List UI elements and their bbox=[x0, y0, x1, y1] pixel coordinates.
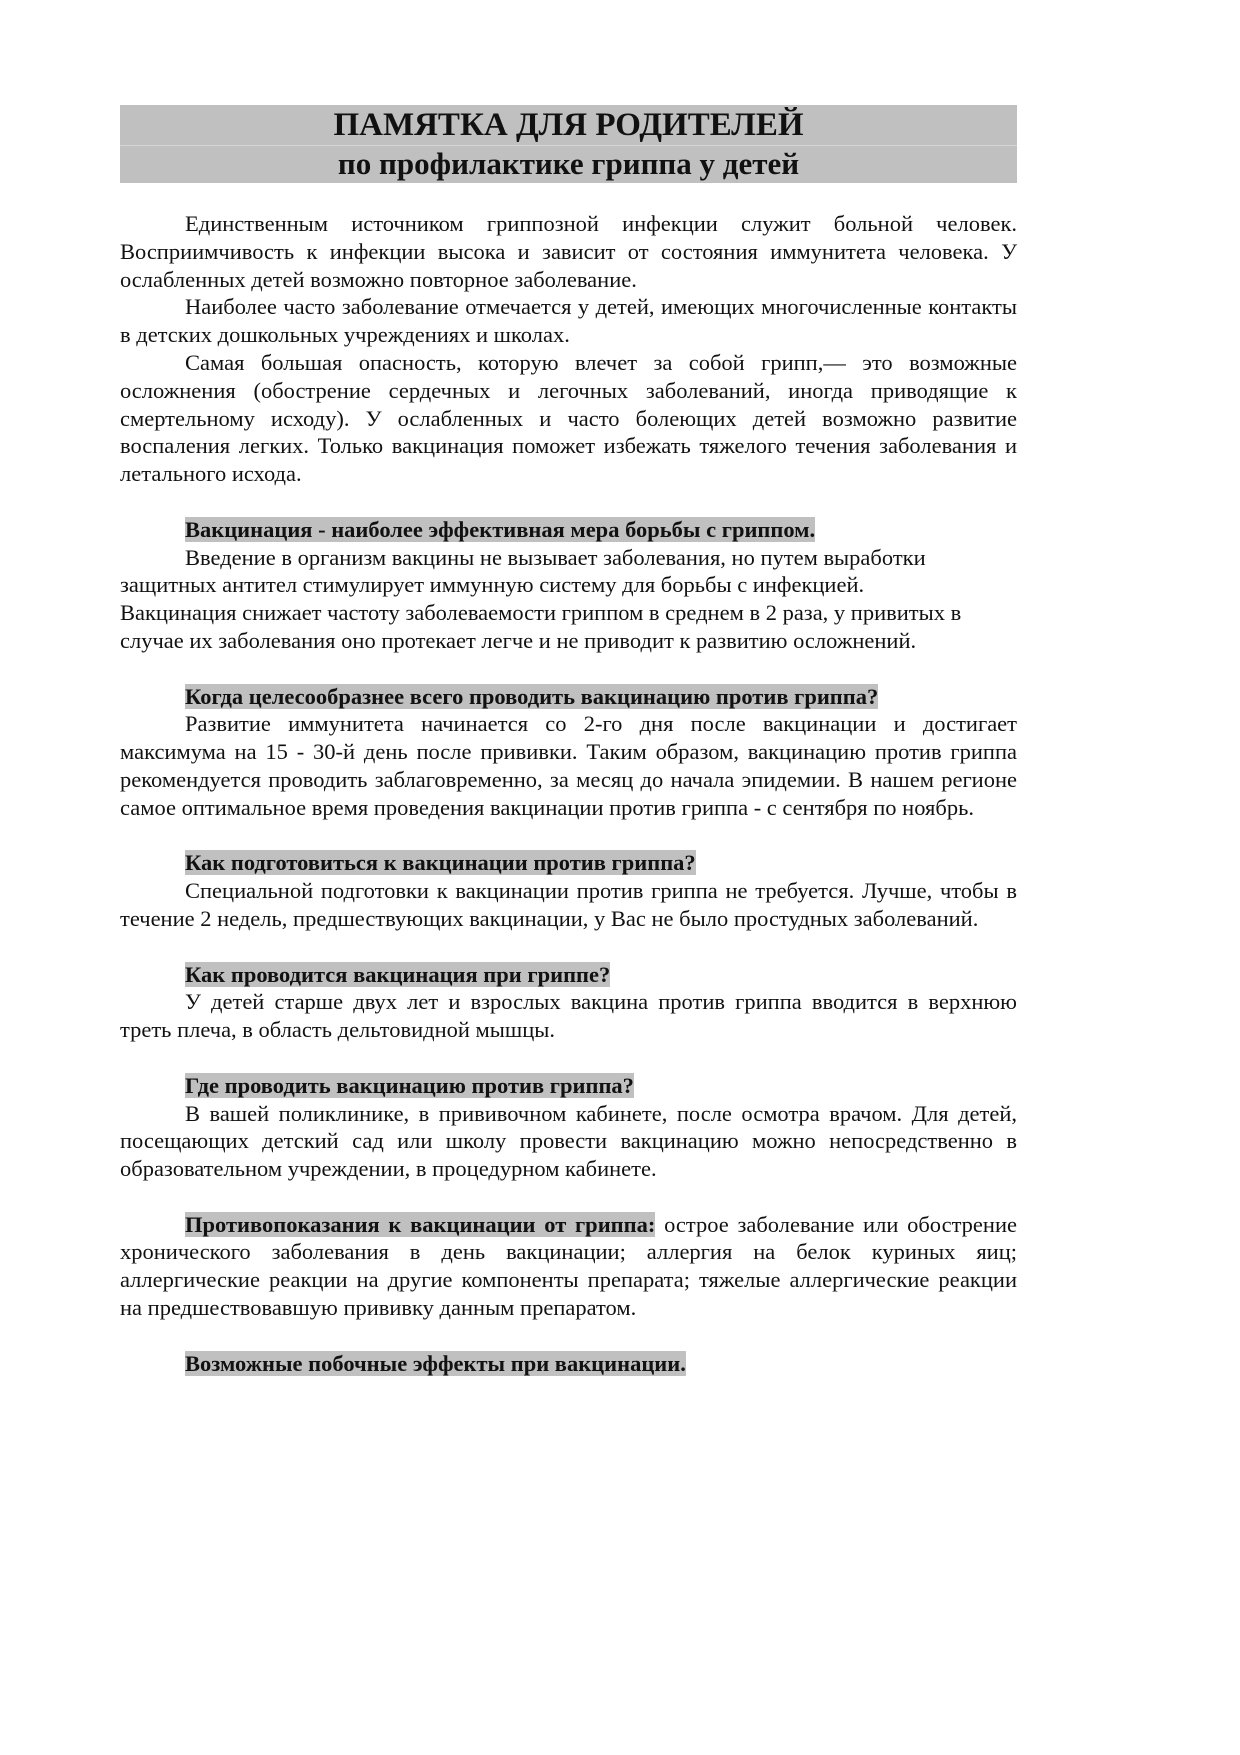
contraindications-text: острое заболевание или обострение хронического заболевания в день вакцинации; аллергия на белок куриных яиц; аллергические реакции на другие компоненты препарата; тяжелые аллергические реакции на предшествовавшую прививку данным препаратом. bbox=[120, 1211, 1017, 1321]
side-effects-heading: Возможные побочные эффекты при вакцинации. bbox=[185, 1350, 686, 1376]
contraindications-heading: Противопоказания к вакцинации от гриппа: bbox=[185, 1211, 656, 1237]
intro-section bbox=[120, 210, 1017, 488]
section-side-effects bbox=[120, 1350, 1017, 1378]
section-where-to-vaccinate bbox=[120, 1072, 1017, 1183]
section-heading-text: Как подготовиться к вакцинации против гриппа? bbox=[185, 850, 696, 876]
section-heading bbox=[120, 1072, 1017, 1100]
section-paragraph: Введение в организм вакцины не вызывает заболевания, но путем выработки защитных антител стимулирует иммунную систему для борьбы с инфекцией. bbox=[120, 544, 926, 598]
section-paragraph: Вакцинация снижает частоту заболеваемости гриппом в среднем в 2 раза, у привитых в случае их заболевания оно протекает легче и не приводит к развитию осложнений. bbox=[120, 600, 962, 653]
title-band bbox=[120, 105, 1017, 183]
intro-paragraph: Единственным источником гриппозной инфекции служит больной человек. Восприимчивость к инфекции высока и зависит от состояния иммунитета человека. У ослабленных детей возможно повторное заболевание. bbox=[120, 211, 1017, 292]
document-page bbox=[120, 105, 1017, 1377]
section-heading bbox=[120, 1350, 1017, 1378]
section-paragraph: У детей старше двух лет и взрослых вакцина против гриппа вводится в верхнюю треть плеча, в область дельтовидной мышцы. bbox=[120, 989, 1017, 1043]
intro-paragraph: Наиболее часто заболевание отмечается у детей, имеющих многочисленные контакты в детских дошкольных учреждениях и школах. bbox=[120, 294, 1017, 348]
intro-paragraph: Самая большая опасность, которую влечет за собой грипп,— это возможные осложнения (обострение сердечных и легочных заболеваний, иногда приводящие к смертельному исходу). У ослабленных и часто болеющих детей возможно развитие воспаления легких. Только вакцинация поможет избежать тяжелого течения заболевания и летального исхода. bbox=[120, 349, 1017, 487]
section-heading-text: Как проводится вакцинация при гриппе? bbox=[185, 961, 611, 987]
document-subtitle: по профилактике гриппа у детей bbox=[337, 146, 800, 181]
section-heading-text: Вакцинация - наиболее эффективная мера борьбы с гриппом. bbox=[185, 516, 816, 542]
section-contraindications bbox=[120, 1211, 1017, 1322]
section-paragraph: Развитие иммунитета начинается со 2-го дня после вакцинации и достигает максимума на 15 - 30-й день после прививки. Таким образом, вакцинацию против гриппа рекомендуется проводить заблаговременно, за месяц до начала эпидемии. В нашем регионе самое оптимальное время проведения вакцинации против гриппа - с сентября по ноябрь. bbox=[120, 711, 1017, 820]
section-how-performed bbox=[120, 961, 1017, 1044]
section-heading-text: Где проводить вакцинацию против гриппа? bbox=[185, 1072, 634, 1098]
section-heading bbox=[120, 683, 1017, 711]
section-paragraph: В вашей поликлинике, в прививочном кабинете, после осмотра врачом. Для детей, посещающих детский сад или школу провести вакцинацию можно непосредственно в образовательном учреждении, в процедурном кабинете. bbox=[120, 1100, 1017, 1182]
section-paragraph: Специальной подготовки к вакцинации против гриппа не требуется. Лучше, чтобы в течение 2 недель, предшествующих вакцинации, у Вас не было простудных заболеваний. bbox=[120, 878, 1017, 931]
section-heading bbox=[120, 516, 1017, 544]
contraindications-paragraph bbox=[120, 1211, 1017, 1322]
section-heading bbox=[120, 849, 1017, 877]
section-how-to-prepare bbox=[120, 849, 1017, 932]
section-when-to-vaccinate bbox=[120, 683, 1017, 822]
section-heading-text: Когда целесообразнее всего проводить вакцинацию против гриппа? bbox=[185, 683, 879, 709]
section-vaccination-effective bbox=[120, 516, 1017, 655]
document-title: ПАМЯТКА ДЛЯ РОДИТЕЛЕЙ bbox=[120, 105, 1017, 146]
section-heading bbox=[120, 961, 1017, 989]
